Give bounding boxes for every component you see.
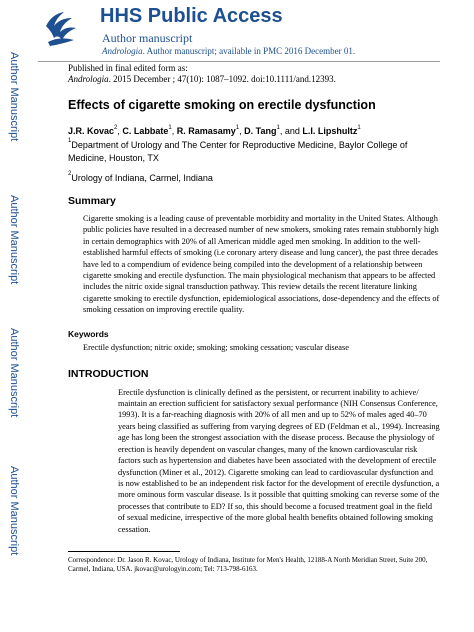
- affiliation: $^1$Department of Urology and The Center for Reproductive Medicine, Baylor College of Medicine, Houston, TX: [68, 138, 408, 163]
- author-manuscript-sidebar: [0, 0, 30, 632]
- article-title: Effects of cigarette smoking on erectile dysfunction: [68, 98, 376, 112]
- affiliation: $^2$Urology of Indiana, Carmel, Indiana: [68, 171, 213, 183]
- introduction-paragraph: Erectile dysfunction is clinically defined as the persistent, or recurrent inability to achieve/ maintain an erection sufficient for satisfactory sexual performance (NIH Consensus Conference, 1993). It is a far-reaching diagnosis with 20% of all men and up to 52% of males aged 40–70 years being classified as suffering from varying degrees of ED (Feldman et al., 1994). Increasing age has long been the strongest association with the disease process. Because the physiology of erection is heavily dependent on vascular changes, many of the known cardiovascular risk factors such as hypertension and diabetes have been associated with the development of erectile dysfunction (Miner et al., 2012). Cigarette smoking can lead to cardiovascular dysfunction and is now established to be an independent risk factor for the development of erectile dysfunction, a more ominous form vascular disease. Is it possible that quitting smoking can reverse some of the processes that contribute to ED? If so, this should become a focused treatment goal in the field of sexual medicine, irrespective of the more global health benefits obtained following smoking cessation.: [118, 387, 440, 534]
- author: C. Labbate: [122, 126, 169, 136]
- sidebar-label: Author Manuscript: [8, 328, 20, 418]
- introduction-heading: INTRODUCTION: [68, 367, 149, 380]
- summary-paragraph: Cigarette smoking is a leading cause of preventable morbidity and mortality in the United States. Although public policies have resulted in a decreased number of new smokers, smoking rates remain stubbornly high in certain demographics with 20% of all American middle aged men smoking. In addition to the well-established harmful effects of smoking (i.e coronary artery disease and lung cancer), the past three decades have led to a compendium of evidence being compiled into the development of a relationship between cigarette smoking and erectile dysfunction. The main physiological mechanism that appears to be affected includes the nitric oxide signal transduction pathway. This review details the recent literature linking cigarette smoking to erectile dysfunction, epidemiological associations, dose-dependency and the effects of smoking cessation on improving erectile quality.: [83, 214, 440, 315]
- pmc-availability-note: Andrologia. Author manuscript; available in PMC 2016 December 01.: [102, 46, 356, 56]
- correspondence-footnote: Correspondence: Dr. Jason R. Kovac, Urology of Indiana, Institute for Men's Health, 12188-A North Meridian Street, Suite 200, Carmel, Indiana, USA. jkovac@urologyin.com; Tel: 713-798-6163.: [68, 556, 428, 573]
- pub-info-label: Published in final edited form as:: [68, 63, 188, 73]
- author: L.I. Lipshultz: [302, 126, 358, 136]
- author: J.R. Kovac: [68, 126, 115, 136]
- sidebar-label: Author Manuscript: [8, 466, 20, 556]
- summary-heading: Summary: [68, 195, 116, 207]
- header-divider: [38, 61, 440, 62]
- keywords-list: Erectile dysfunction; nitric oxide; smoking; smoking cessation; vascular disease: [83, 342, 349, 352]
- publication-info: [68, 63, 336, 85]
- footnote-divider: [68, 551, 180, 552]
- keywords-heading: Keywords: [68, 328, 109, 339]
- hhs-eagle-logo-icon: [38, 6, 82, 50]
- manuscript-label: Author manuscript: [102, 31, 193, 45]
- article-body: [68, 98, 440, 535]
- author: D. Tang: [244, 126, 277, 136]
- pub-info-citation: Andrologia. 2015 December ; 47(10): 1087–1092. doi:10.1111/and.12393.: [68, 74, 336, 84]
- author-list: J.R. Kovac$^2$, C. Labbate$^1$, R. Ramasamy$^1$, D. Tang$^1$, and L.I. Lipshultz$^1$: [68, 125, 361, 136]
- hhs-header: [38, 2, 468, 58]
- hhs-title: HHS Public Access: [100, 5, 283, 27]
- sidebar-label: Author Manuscript: [8, 195, 20, 285]
- sidebar-label: Author Manuscript: [8, 52, 20, 142]
- author: R. Ramasamy: [176, 126, 236, 136]
